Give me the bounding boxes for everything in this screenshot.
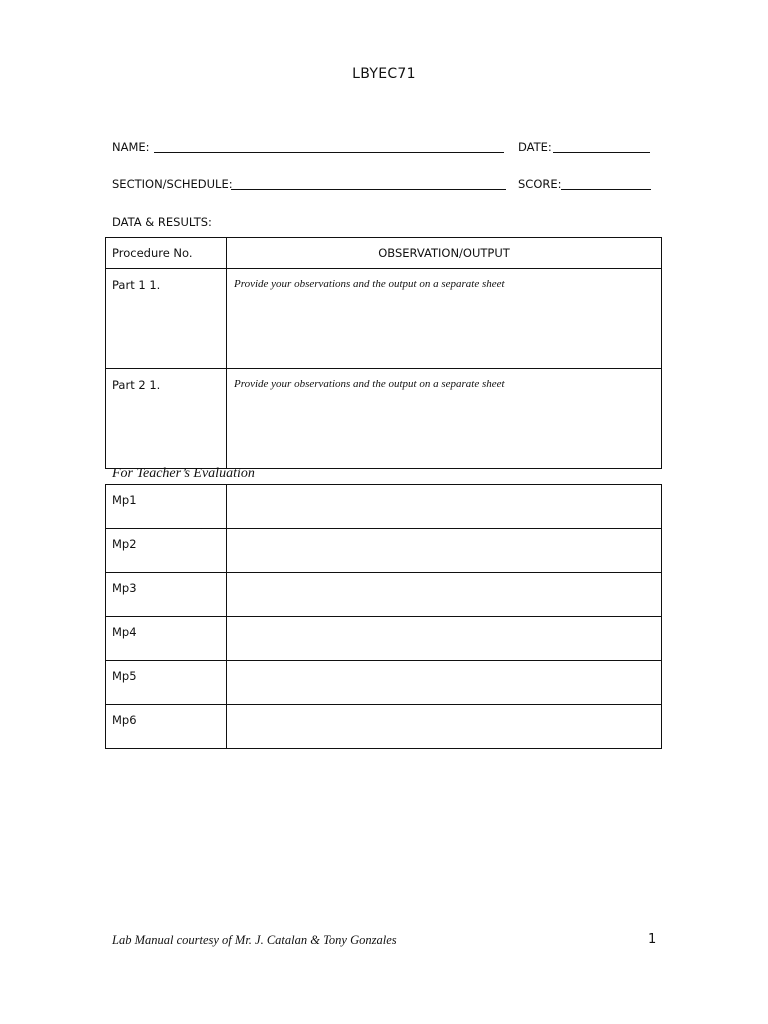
evaluation-label: Mp6 bbox=[106, 705, 227, 749]
observation-header: OBSERVATION/OUTPUT bbox=[227, 238, 662, 269]
name-label: NAME: bbox=[112, 140, 150, 154]
evaluation-cell[interactable] bbox=[227, 485, 662, 529]
evaluation-label: Mp4 bbox=[106, 617, 227, 661]
data-results-label: DATA & RESULTS: bbox=[112, 215, 212, 229]
evaluation-cell[interactable] bbox=[227, 529, 662, 573]
data-results-table bbox=[105, 237, 662, 469]
document-title: LBYEC71 bbox=[352, 66, 416, 82]
section-schedule-label: SECTION/SCHEDULE: bbox=[112, 177, 233, 191]
evaluation-title: For Teacher’s Evaluation bbox=[112, 466, 255, 481]
page-number: 1 bbox=[648, 932, 657, 947]
evaluation-cell[interactable] bbox=[227, 573, 662, 617]
table-header-row bbox=[106, 238, 662, 269]
evaluation-cell[interactable] bbox=[227, 617, 662, 661]
table-row bbox=[106, 529, 662, 573]
name-field[interactable] bbox=[154, 152, 504, 153]
date-label: DATE: bbox=[518, 140, 552, 154]
procedure-cell: Part 2 1. bbox=[106, 369, 227, 469]
evaluation-label: Mp2 bbox=[106, 529, 227, 573]
score-field[interactable] bbox=[561, 189, 651, 190]
table-row bbox=[106, 269, 662, 369]
table-row bbox=[106, 573, 662, 617]
evaluation-table bbox=[105, 484, 662, 749]
table-row bbox=[106, 485, 662, 529]
procedure-header: Procedure No. bbox=[106, 238, 227, 269]
observation-cell[interactable]: Provide your observations and the output on a separate sheet bbox=[227, 369, 662, 469]
observation-cell[interactable]: Provide your observations and the output on a separate sheet bbox=[227, 269, 662, 369]
evaluation-label: Mp3 bbox=[106, 573, 227, 617]
table-row bbox=[106, 369, 662, 469]
evaluation-label: Mp5 bbox=[106, 661, 227, 705]
table-row bbox=[106, 705, 662, 749]
evaluation-cell[interactable] bbox=[227, 705, 662, 749]
date-field[interactable] bbox=[553, 152, 650, 153]
evaluation-label: Mp1 bbox=[106, 485, 227, 529]
evaluation-cell[interactable] bbox=[227, 661, 662, 705]
procedure-cell: Part 1 1. bbox=[106, 269, 227, 369]
table-row bbox=[106, 661, 662, 705]
score-label: SCORE: bbox=[518, 177, 562, 191]
footer-credit: Lab Manual courtesy of Mr. J. Catalan & Tony Gonzales bbox=[112, 933, 397, 947]
section-schedule-field[interactable] bbox=[231, 189, 506, 190]
table-row bbox=[106, 617, 662, 661]
